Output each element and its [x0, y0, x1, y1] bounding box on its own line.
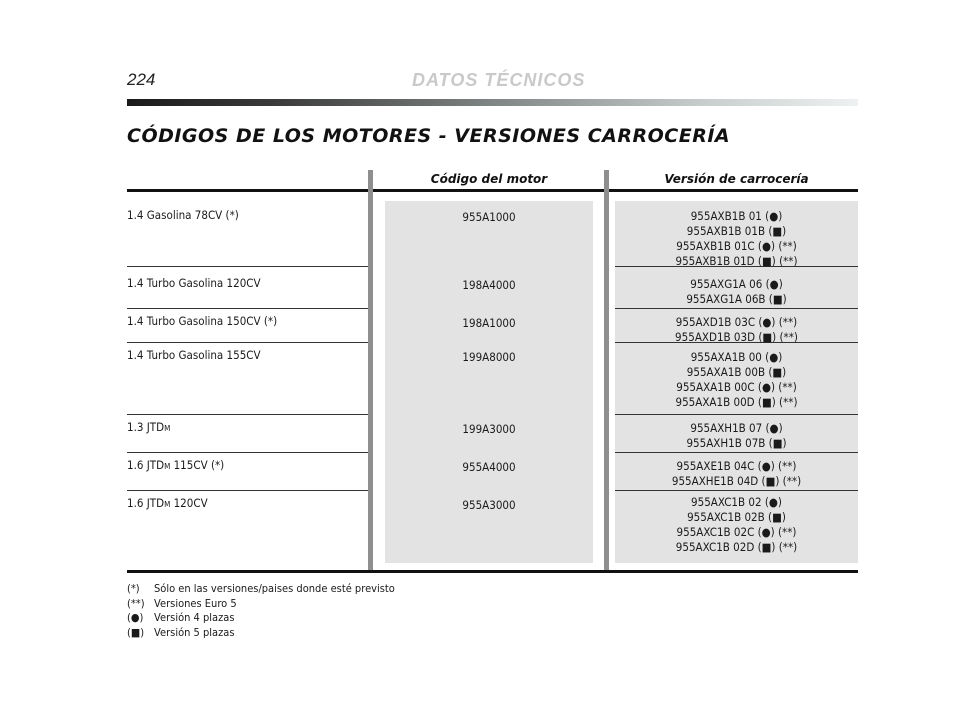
column-divider	[604, 170, 609, 573]
engine-code: 199A8000	[462, 350, 516, 364]
body-version: 955AXA1B 00 (●)	[690, 350, 783, 364]
body-version: 955AXC1B 02B (■)	[687, 510, 786, 524]
header-bar	[127, 99, 858, 106]
footnote: (*) Sólo en las versiones/paises donde esté previsto	[127, 582, 395, 595]
body-version: 955AXB1B 01C (●) (**)	[676, 239, 797, 253]
body-version: 955AXD1B 03C (●) (**)	[675, 315, 798, 329]
body-version-header: Versión de carrocería	[664, 172, 809, 186]
body-version-group	[615, 421, 858, 451]
body-version: 955AXB1B 01B (■)	[686, 224, 787, 238]
engine-code: 955A1000	[462, 210, 516, 224]
engine-name: 1.6 JTDM 120CV	[127, 496, 208, 510]
bottom-rule	[127, 570, 858, 573]
footnote: (■) Versión 5 plazas	[127, 625, 235, 639]
body-version: 955AXB1B 01 (●)	[690, 209, 783, 223]
footnote: (**) Versiones Euro 5	[127, 596, 237, 610]
row-divider	[127, 490, 368, 491]
engine-name: 1.4 Turbo Gasolina 155CV	[127, 348, 261, 362]
engine-code: 198A4000	[462, 278, 516, 292]
column-divider	[368, 170, 373, 573]
row-divider	[127, 452, 368, 453]
body-version: 955AXC1B 02C (●) (**)	[676, 525, 797, 539]
version-divider	[615, 308, 858, 309]
body-version: 955AXA1B 00D (■) (**)	[675, 395, 798, 409]
body-version: 955AXHE1B 04D (■) (**)	[671, 474, 802, 488]
body-version-group	[615, 277, 858, 307]
top-rule	[127, 189, 858, 192]
row-divider	[127, 266, 368, 267]
body-version: 955AXE1B 04C (●) (**)	[676, 459, 797, 473]
footnotes	[127, 582, 425, 640]
body-version-group	[615, 350, 858, 410]
engine-code: 198A1000	[462, 316, 516, 330]
page-title: CÓDIGOS DE LOS MOTORES - VERSIONES CARROCERÍA	[127, 125, 731, 147]
body-version: 955AXC1B 02D (■) (**)	[675, 540, 798, 554]
row-divider	[127, 308, 368, 309]
engine-name: 1.4 Turbo Gasolina 150CV (*)	[127, 314, 278, 328]
body-version: 955AXA1B 00B (■)	[686, 365, 787, 379]
body-version-group	[615, 495, 858, 555]
body-version: 955AXH1B 07B (■)	[686, 436, 787, 450]
version-divider	[615, 414, 858, 415]
body-version-group	[615, 209, 858, 269]
version-divider	[615, 452, 858, 453]
engine-code: 199A3000	[462, 422, 516, 436]
engine-name: 1.4 Turbo Gasolina 120CV	[127, 276, 261, 290]
engine-code: 955A4000	[462, 460, 516, 474]
engine-codes-table	[127, 170, 858, 576]
engine-code: 955A3000	[462, 498, 516, 512]
footnote: (●) Versión 4 plazas	[127, 611, 235, 624]
body-version: 955AXG1A 06B (■)	[686, 292, 787, 306]
body-version: 955AXG1A 06 (●)	[690, 277, 783, 291]
body-version: 955AXA1B 00C (●) (**)	[676, 380, 797, 394]
body-version: 955AXH1B 07 (●)	[690, 421, 783, 435]
row-divider	[127, 342, 368, 343]
body-version-group	[615, 315, 858, 345]
engine-name: 1.6 JTDM 115CV (*)	[127, 458, 225, 472]
body-version: 955AXD1B 03D (■) (**)	[675, 330, 798, 344]
body-version: 955AXB1B 01D (■) (**)	[675, 254, 798, 268]
engine-name: 1.3 JTDM	[127, 420, 171, 434]
engine-name: 1.4 Gasolina 78CV (*)	[127, 208, 239, 222]
row-divider	[127, 414, 368, 415]
engine-code-header: Código del motor	[430, 172, 548, 186]
page-number: 224	[127, 70, 156, 89]
version-divider	[615, 490, 858, 491]
section-header: DATOS TÉCNICOS	[412, 70, 586, 90]
body-version: 955AXC1B 02 (●)	[691, 495, 782, 509]
body-version-group	[615, 459, 858, 489]
